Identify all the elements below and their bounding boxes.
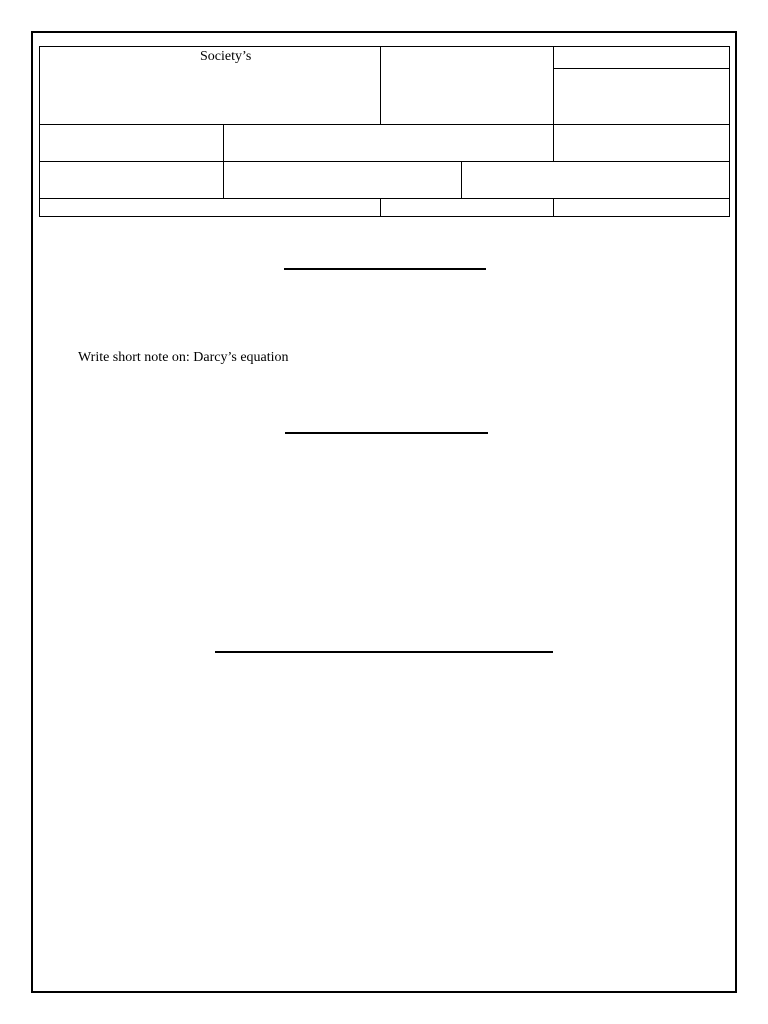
institution-cell	[39, 46, 381, 125]
row3-cell-3	[461, 161, 730, 199]
question-text: Write short note on: Darcy’s equation	[78, 350, 289, 365]
row4-cell-3	[553, 198, 730, 217]
row3-cell-2	[223, 161, 462, 199]
row4-cell-1	[39, 198, 381, 217]
row2-cell-3	[553, 124, 730, 162]
header-right-top-cell	[553, 46, 730, 69]
header-table	[39, 46, 730, 217]
row4-cell-2	[380, 198, 554, 217]
header-middle-cell	[380, 46, 554, 125]
header-right-bottom-cell	[553, 68, 730, 125]
row2-cell-1	[39, 124, 224, 162]
section-rule-1	[284, 268, 486, 270]
row2-cell-2	[223, 124, 554, 162]
section-rule-2	[285, 432, 488, 434]
section-rule-3	[215, 651, 553, 653]
row3-cell-1	[39, 161, 224, 199]
institution-name: Society’s	[200, 49, 252, 64]
